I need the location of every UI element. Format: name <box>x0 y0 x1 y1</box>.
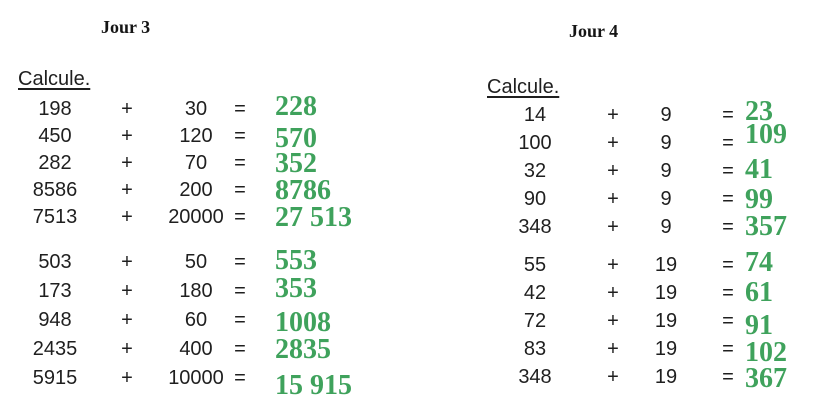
operand-2: 9 <box>660 215 672 238</box>
answer-value: 1008 <box>275 306 331 338</box>
section-title-jour4: Jour 4 <box>569 21 619 41</box>
exercise-group <box>487 247 787 394</box>
equals-sign: = <box>234 367 246 389</box>
operand-1: 83 <box>523 337 547 360</box>
equals-sign: = <box>234 309 246 331</box>
plus-sign: + <box>607 281 619 304</box>
operand-1: 100 <box>518 131 552 154</box>
answer-value: 228 <box>275 90 317 122</box>
answer-value: 352 <box>275 147 317 179</box>
plus-sign: + <box>607 337 619 360</box>
equals-sign: = <box>722 281 734 304</box>
operand-1: 72 <box>523 309 547 332</box>
calc-row <box>487 307 787 341</box>
operand-2: 180 <box>179 280 213 302</box>
equals-sign: = <box>722 309 734 332</box>
answer-value: 99 <box>745 184 773 215</box>
equals-sign: = <box>234 338 246 360</box>
equals-sign: = <box>722 215 734 238</box>
plus-sign: + <box>121 98 133 120</box>
operand-2: 120 <box>179 125 213 147</box>
answer-value: 353 <box>275 272 317 304</box>
operand-1: 2435 <box>32 338 78 360</box>
operand-2: 70 <box>184 152 208 174</box>
plus-sign: + <box>607 159 619 182</box>
operand-1: 348 <box>518 215 552 238</box>
calc-row <box>18 122 352 154</box>
plus-sign: + <box>121 367 133 389</box>
calc-row <box>18 272 352 306</box>
operand-2: 9 <box>660 131 672 154</box>
calc-row <box>487 96 787 129</box>
answer-value: 8786 <box>275 174 331 206</box>
answer-value: 2835 <box>275 333 331 365</box>
operand-1: 282 <box>38 152 72 174</box>
calc-row <box>487 335 787 368</box>
exercise-group <box>18 90 352 233</box>
operand-1: 348 <box>518 365 552 388</box>
plus-sign: + <box>121 338 133 360</box>
plus-sign: + <box>607 215 619 238</box>
operand-1: 948 <box>38 309 72 331</box>
equals-sign: = <box>234 98 246 120</box>
answer-value: 553 <box>275 244 317 276</box>
calc-row <box>18 306 352 338</box>
operand-1: 8586 <box>32 179 78 201</box>
calc-row <box>18 147 352 179</box>
calc-row <box>487 213 787 241</box>
operand-1: 32 <box>523 159 547 182</box>
plus-sign: + <box>607 253 619 276</box>
answer-value: 109 <box>745 119 787 150</box>
plus-sign: + <box>607 365 619 388</box>
exercise-group <box>487 96 787 242</box>
answer-value: 15 915 <box>275 369 352 401</box>
plus-sign: + <box>121 179 133 201</box>
instruction-label: Calcule. <box>18 68 91 90</box>
operand-1: 198 <box>38 98 72 120</box>
equals-sign: = <box>722 159 734 182</box>
calc-row <box>487 154 787 185</box>
calc-row <box>487 247 787 279</box>
answer-value: 41 <box>745 154 773 185</box>
operand-1: 450 <box>38 125 72 147</box>
calc-row <box>18 174 352 206</box>
operand-1: 7513 <box>32 206 78 228</box>
answer-value: 367 <box>745 363 787 394</box>
plus-sign: + <box>607 131 619 154</box>
operand-2: 19 <box>654 365 678 388</box>
operand-2: 400 <box>179 338 213 360</box>
operand-1: 5915 <box>32 367 78 389</box>
plus-sign: + <box>121 206 133 228</box>
operand-2: 19 <box>654 253 678 276</box>
calc-row <box>487 185 787 213</box>
operand-2: 19 <box>654 309 678 332</box>
operand-2: 9 <box>660 103 672 126</box>
calc-row <box>18 335 352 364</box>
answer-value: 74 <box>745 247 773 278</box>
equals-sign: = <box>234 125 246 147</box>
equals-sign: = <box>722 131 734 154</box>
equals-sign: = <box>722 337 734 360</box>
equals-sign: = <box>722 253 734 276</box>
operand-2: 30 <box>184 98 208 120</box>
calc-row <box>487 119 787 157</box>
equals-sign: = <box>722 103 734 126</box>
equals-sign: = <box>722 187 734 210</box>
operand-2: 9 <box>660 159 672 182</box>
equals-sign: = <box>234 280 246 302</box>
answer-value: 27 513 <box>275 201 352 233</box>
operand-1: 42 <box>523 281 547 304</box>
operand-1: 90 <box>523 187 547 210</box>
operand-2: 19 <box>654 281 678 304</box>
equals-sign: = <box>234 179 246 201</box>
equals-sign: = <box>722 365 734 388</box>
answer-value: 61 <box>745 277 773 308</box>
section-title-jour3: Jour 3 <box>101 17 151 37</box>
plus-sign: + <box>607 103 619 126</box>
calc-row <box>487 363 787 394</box>
calc-row <box>18 364 352 401</box>
operand-2: 60 <box>184 309 208 331</box>
operand-2: 20000 <box>168 206 224 228</box>
instruction-label: Calcule. <box>487 76 560 98</box>
plus-sign: + <box>121 251 133 273</box>
operand-2: 10000 <box>168 367 224 389</box>
operand-1: 14 <box>523 103 547 126</box>
plus-sign: + <box>121 125 133 147</box>
operand-1: 173 <box>38 280 72 302</box>
calc-table-jour3 <box>18 90 352 401</box>
operand-1: 55 <box>523 253 547 276</box>
calc-row <box>487 279 787 307</box>
calc-table-jour4 <box>487 96 787 394</box>
equals-sign: = <box>234 152 246 174</box>
answer-value: 570 <box>275 122 317 154</box>
operand-2: 50 <box>184 251 208 273</box>
answer-value: 102 <box>745 337 787 368</box>
answer-value: 91 <box>745 310 773 341</box>
calc-row <box>18 201 352 233</box>
answer-value: 23 <box>745 96 773 127</box>
operand-2: 200 <box>179 179 213 201</box>
operand-2: 9 <box>660 187 672 210</box>
equals-sign: = <box>234 251 246 273</box>
plus-sign: + <box>121 309 133 331</box>
equals-sign: = <box>234 206 246 228</box>
calc-row <box>18 90 352 123</box>
plus-sign: + <box>121 152 133 174</box>
plus-sign: + <box>607 309 619 332</box>
plus-sign: + <box>121 280 133 302</box>
exercise-group <box>18 244 352 401</box>
answer-value: 357 <box>745 211 787 242</box>
operand-1: 503 <box>38 251 72 273</box>
operand-2: 19 <box>654 337 678 360</box>
plus-sign: + <box>607 187 619 210</box>
